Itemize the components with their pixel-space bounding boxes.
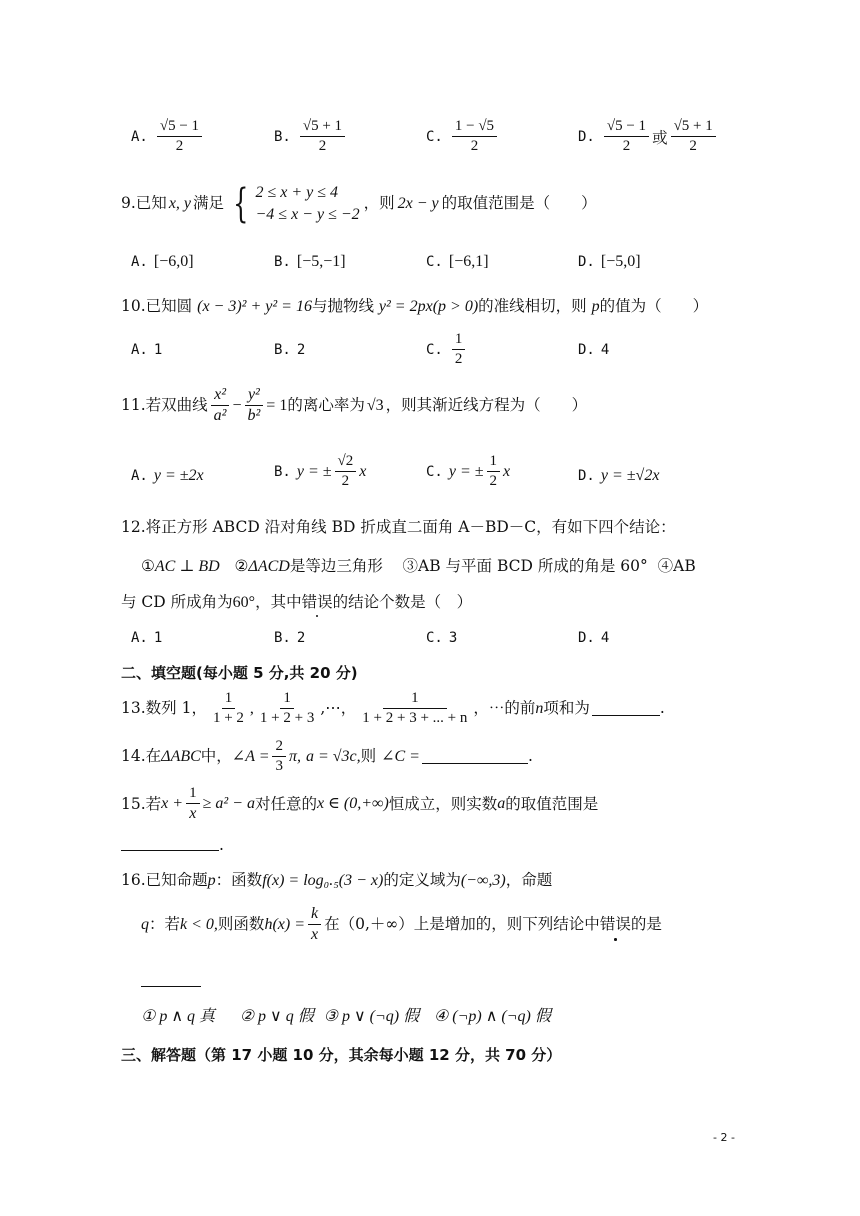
q15-stem: [121, 785, 598, 824]
q16-option-3: ③ p ∨ (¬q) 假: [323, 1008, 420, 1025]
q16-text-7: 在（0,＋∞）上是增加的，则下列结论中: [324, 915, 600, 934]
conclusion-1-math: AC ⊥ BD: [154, 558, 220, 575]
question-number: 10.: [121, 297, 146, 315]
q10-var: p: [591, 298, 600, 315]
q16-options: [141, 1007, 551, 1027]
q11-option-d: [578, 467, 659, 485]
q16-stem-line-2: [141, 905, 662, 945]
q9-text-mid: ，则: [363, 193, 395, 212]
option-value: [−5,−1]: [296, 253, 346, 270]
q10-stem: [121, 297, 708, 317]
option-value: y = ±√2x: [600, 467, 660, 484]
conclusion-4-text: ④AB: [657, 557, 696, 575]
q9-text-suffix: 的取值范围是（ ）: [441, 193, 597, 212]
q12-emphasis-error: 错误: [301, 593, 333, 611]
q11-eccentricity: √3: [366, 396, 384, 414]
q13-fraction-3: $\frac{1}{1 + 2 + 3 + ... + n}$: [362, 690, 468, 727]
q14-angle-c: ∠C =: [381, 747, 420, 765]
q16-text-1: 已知命题: [145, 871, 208, 889]
q8-option-b-fraction: $\frac{√5 + 1}{2}$: [300, 118, 345, 156]
conclusion-1-marker: ①: [141, 557, 155, 575]
option-label: A.: [131, 128, 148, 145]
conclusion-3-text: ③AB 与平面 BCD 所成的角是 60°: [402, 557, 648, 575]
conclusion-2-math: ΔACD: [248, 558, 290, 575]
q11-option-b-fraction: $\frac{√2}{2}$: [335, 453, 357, 491]
q10-text-1: 已知圆: [145, 297, 193, 315]
q14-angle-a: ∠A =: [231, 747, 270, 765]
q16-answer-blank[interactable]: [141, 986, 201, 987]
q14-condition: a = √3c,: [305, 747, 361, 765]
option-value: 2: [296, 342, 306, 358]
section-3-heading: 三、解答题（第 17 小题 10 分，其余每小题 12 分，共 70 分）: [121, 1046, 562, 1064]
q10-text-2: 与抛物线: [311, 297, 374, 315]
q10-text-4: 的值为（ ）: [599, 297, 709, 315]
q15-text-1: 若: [145, 794, 162, 813]
q13-var: n: [535, 699, 544, 717]
question-number: 11.: [121, 396, 146, 415]
q9-cond-word: 满足: [193, 193, 225, 212]
option-value: 3: [448, 630, 458, 646]
question-number: 13.: [121, 699, 146, 718]
q11-stem: 11. 若双曲线 $\frac{\text{x²}}{\text{a²}}$ − $\frac{\text{y²}}{\text{b²}}$ = 1 的离心率为 √3 ，则其渐近线方程为（ ）: [121, 386, 588, 425]
option-label: C.: [426, 254, 443, 270]
option-value: 1: [153, 342, 163, 358]
section-2-heading: 二、填空题(每小题 5 分,共 20 分): [121, 664, 358, 682]
q16-option-2: ② p ∨ q 假: [239, 1008, 314, 1025]
q16-text-2: ：函数: [215, 871, 263, 889]
q12-conclusions: [141, 557, 696, 577]
q16-prop-p: p: [207, 872, 216, 889]
q9-stem: [121, 182, 597, 225]
q14-triangle: ΔABC: [161, 747, 201, 765]
q9-option-d: [578, 253, 641, 271]
q16-text-5: ：若: [149, 915, 181, 934]
q13-ellipsis: ,⋯，: [320, 699, 357, 718]
q10-circle-equation: (x − 3)² + y² = 16: [197, 298, 312, 315]
option-label: B.: [274, 630, 291, 646]
question-number: 14.: [121, 747, 146, 766]
option-value: [−5,0]: [600, 253, 641, 270]
q8-option-a-fraction: $\frac{√5 - 1}{2}$: [157, 118, 202, 156]
question-number: 12.: [121, 518, 146, 536]
q13-answer-blank[interactable]: [592, 701, 660, 716]
q16-stem-line-1: [121, 871, 552, 891]
q9-text-prefix: 已知: [135, 193, 167, 212]
q15-domain: x ∈ (0,+∞): [316, 795, 389, 813]
q15-var: a: [497, 795, 506, 813]
q13-text-3: 项和为: [543, 699, 590, 718]
option-label: D.: [578, 630, 595, 646]
q13-text-2: ，⋯的前: [473, 699, 536, 718]
q8-option-a: [131, 118, 205, 156]
option-label: D.: [578, 468, 595, 484]
option-value: [−6,1]: [448, 253, 489, 270]
option-label: A.: [131, 342, 148, 358]
q8-option-d-fraction-1: $\frac{√5 - 1}{2}$: [604, 118, 649, 156]
q10-text-3: 的准线相切，则: [478, 297, 587, 315]
q8-option-c-fraction: $\frac{1 - √5}{2}$: [452, 118, 497, 156]
q10-parabola-equation: y² = 2px(p > 0): [378, 298, 479, 315]
q8-option-b: [274, 118, 348, 156]
question-number: 15.: [121, 794, 146, 813]
q9-option-c: [426, 253, 489, 271]
q9-system: [228, 182, 360, 225]
q14-answer-blank[interactable]: [422, 749, 528, 764]
option-label: B.: [274, 463, 291, 480]
q16-function-f: f(x) = log₀.₅(3 − x): [262, 872, 384, 889]
q16-function-h: h(x) =: [264, 915, 305, 933]
q11-frac-x: $\frac{\text{x²}}{\text{a²}}$: [211, 386, 230, 426]
q10-option-d: [578, 342, 615, 358]
q10-option-c: [426, 331, 468, 369]
q9-vars: x, y: [168, 194, 192, 212]
q15-fraction: $\frac{1}{x}$: [186, 785, 200, 824]
option-label: C.: [426, 341, 443, 358]
q11-text-1: 若双曲线: [145, 396, 208, 415]
q11-option-c-fraction: $\frac{1}{2}$: [487, 453, 501, 491]
q14-text-4: 则: [360, 747, 377, 766]
q9-system-row-1: 2 ≤ x + y ≤ 4: [255, 184, 339, 201]
q16-domain: (−∞,3): [460, 872, 506, 889]
q15-answer-blank[interactable]: [121, 850, 219, 851]
q10-option-c-fraction: $\frac{1}{2}$: [452, 331, 466, 369]
q9-system-row-2: −4 ≤ x − y ≤ −2: [255, 205, 360, 223]
q14-text-1: 在: [145, 747, 162, 766]
q12-text-3a: 与 CD 所成角为: [121, 593, 233, 611]
option-label: A.: [131, 468, 148, 484]
q16-text-3: 的定义域为: [383, 871, 461, 889]
q12-angle: 60°: [232, 594, 256, 611]
q15-text-3: 恒成立，则实数: [388, 794, 498, 813]
option-label: D.: [578, 254, 595, 270]
conclusion-2-marker: ②: [234, 557, 249, 575]
option-value: 1: [153, 630, 163, 646]
q13-fraction-2: $\frac{1}{1 + 2 + 3}$: [259, 690, 315, 727]
option-label: B.: [274, 128, 291, 145]
q11-option-b: B. y = ± $\frac{√2}{2}$ x: [274, 453, 367, 490]
q14-text-2: 中，: [200, 747, 232, 766]
q11-frac-y: $\frac{\text{y²}}{\text{b²}}$: [245, 386, 264, 426]
q16-text-6: 则函数: [217, 915, 265, 934]
q12-text: 将正方形 ABCD 沿对角线 BD 折成直二面角 A－BD－C，有如下四个结论：: [145, 518, 676, 536]
q14-stem: 14. 在 ΔABC 中， ∠A = $\frac{2}{3}$ π, a = √3c, 则 ∠C = .: [121, 738, 533, 775]
q8-option-d-fraction-2: $\frac{√5 + 1}{2}$: [671, 118, 716, 156]
option-label: B.: [274, 342, 291, 358]
option-value: y = ±2x: [153, 467, 204, 484]
option-label: A.: [131, 254, 148, 270]
q15-period: .: [219, 836, 224, 854]
option-value: 4: [600, 630, 610, 646]
q10-option-b: [274, 342, 311, 358]
q11-text-2: 的离心率为: [287, 396, 365, 415]
q16-text-4: ，命题: [505, 871, 553, 889]
q12-line-3: [121, 593, 472, 613]
option-label: C.: [426, 128, 443, 145]
connector-text: 或: [652, 128, 668, 147]
q12-option-a: [131, 630, 168, 646]
q13-text-1: 数列 1，: [145, 699, 207, 718]
option-label: D.: [578, 128, 595, 145]
q16-option-1: ① p ∧ q 真: [141, 1008, 216, 1025]
q12-option-c: [426, 630, 463, 646]
q15-text-4: 的取值范围是: [505, 794, 599, 813]
option-value: 2: [296, 630, 306, 646]
q12-option-b: [274, 630, 311, 646]
q16-prop-q: q: [141, 915, 149, 933]
option-label: C.: [426, 630, 443, 646]
q12-stem: [121, 518, 676, 537]
option-value: [−6,0]: [153, 253, 194, 270]
q12-text-3b: ，其中: [255, 593, 302, 611]
q11-option-a: [131, 467, 204, 485]
brace-icon: {: [233, 180, 249, 227]
q11-text-3: ，则其渐近线方程为（ ）: [385, 396, 588, 415]
conclusion-2-text: 是等边三角形: [289, 557, 383, 575]
q15-text-2: 对任意的: [254, 794, 317, 813]
q16-k-condition: k < 0,: [180, 915, 218, 933]
q12-option-d: [578, 630, 615, 646]
q9-option-b: [274, 253, 346, 271]
q16-fraction: $\frac{k}{x}$: [308, 905, 321, 945]
q8-option-d: [578, 118, 719, 156]
q8-option-c: [426, 118, 500, 156]
question-number: 9.: [121, 193, 136, 212]
option-value: 4: [600, 342, 610, 358]
q12-text-3c: 的结论个数是（ ）: [332, 593, 473, 611]
q13-fraction-1: $\frac{1}{1 + 2}$: [212, 690, 244, 727]
q9-target: 2x − y: [397, 194, 439, 212]
page-number: - 2 -: [713, 1131, 735, 1144]
q15-lhs: x +: [161, 795, 184, 813]
q10-option-a: [131, 342, 168, 358]
q15-rhs: ≥ a² − a: [202, 795, 255, 813]
q16-emphasis-error: 错误: [599, 915, 631, 934]
q16-text-8: 的是: [630, 915, 662, 934]
q14-pi: π,: [288, 747, 301, 765]
q11-option-c: C. y = ± $\frac{1}{2}$ x: [426, 453, 511, 490]
option-label: A.: [131, 630, 148, 646]
option-label: C.: [426, 463, 443, 480]
option-label: D.: [578, 342, 595, 358]
q14-fraction: $\frac{2}{3}$: [272, 738, 286, 776]
q13-stem: 13. 数列 1， $\frac{1}{1 + 2}$ , $\frac{1}{1 + 2 + 3}$ ,⋯， $\frac{1}{1 + 2 + 3 + ... + n}$ ，⋯的前 n 项和为 .: [121, 690, 665, 727]
question-number: 16.: [121, 871, 146, 889]
q9-option-a: [131, 253, 194, 271]
option-label: B.: [274, 254, 291, 270]
q16-option-4: ④ (¬p) ∧ (¬q) 假: [433, 1008, 551, 1025]
